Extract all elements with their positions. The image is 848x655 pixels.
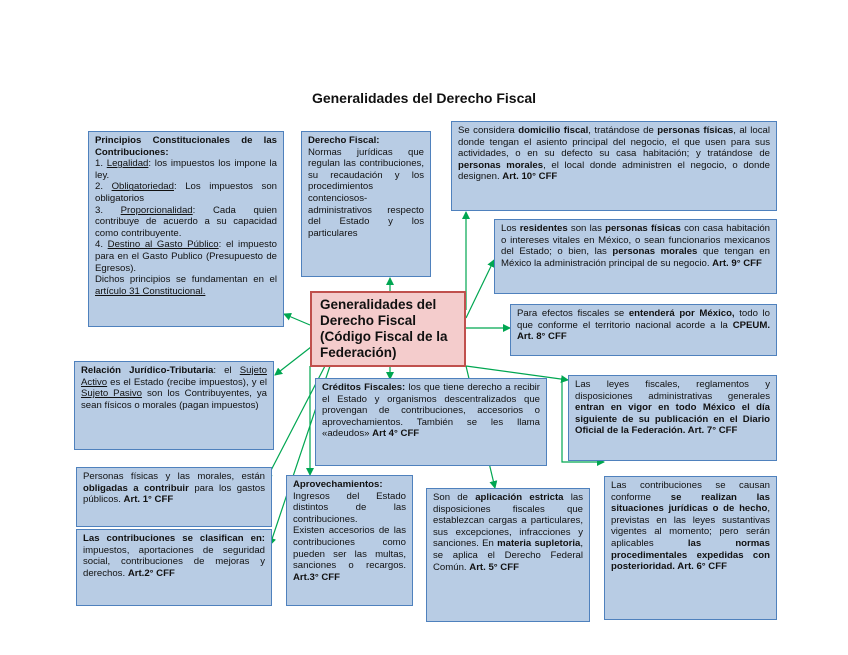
article-ref: Art.2° CFF <box>127 567 175 579</box>
causan-box <box>604 476 777 620</box>
emphasis: se realizan las situaciones jurídicas o de hecho <box>611 491 770 515</box>
text: todo lo que conforme el territorio nacional acorde a la <box>517 308 771 331</box>
clasifican-box <box>76 529 272 606</box>
text: que tengan en México la administración principal de su negocio. <box>501 246 770 269</box>
center-line-3: (Código Fiscal de la <box>320 329 448 344</box>
text: , el local donde administren el negocio, o donde designen. <box>458 159 770 183</box>
aprovechamientos-heading: Aprovechamientos: <box>293 479 383 490</box>
text: para los gastos públicos. <box>83 482 265 506</box>
item-number: 3. <box>95 204 121 216</box>
emphasis: las normas procedimentales expedidas con posterioridad. <box>611 537 770 573</box>
text: , se aplica el Derecho Federal Común. <box>433 538 583 573</box>
text: son los Contribuyentes, ya sean físicos o morales (pagan impuestos) <box>81 388 267 411</box>
text: con casa habitación o intereses vitales en México, o sean funcionarios mexicanos del Estado; o bien, las <box>501 223 770 258</box>
emphasis: entran en vigor en todo México el día siguiente de su publicación en el Diario Oficial de la Federación. <box>575 402 770 437</box>
article-ref: Art 4° CFF <box>372 428 420 440</box>
principio-destino: Destino al Gasto Público <box>107 239 219 251</box>
text: impuestos, aportaciones de seguridad social, contribuciones de mejoras y derechos. <box>83 544 265 579</box>
residentes-box <box>494 219 777 294</box>
center-line-1: Generalidades del <box>320 297 437 312</box>
relacion-heading: Relación Jurídico-Tributaria <box>81 365 214 376</box>
emphasis: residentes <box>519 223 568 234</box>
article-ref: Art. 9° CFF <box>712 257 762 269</box>
article-ref: Art. 7° CFF <box>685 425 738 437</box>
center-line-4: Federación) <box>320 345 397 360</box>
aplicacion-box <box>426 488 590 622</box>
arrow-to-residentes <box>466 260 494 318</box>
text: los que tiene derecho a recibir el Estado y organismos descentralizados que provengan de contribuciones, accesorios o aprovechamientos. También se les llama «adeudos» <box>322 382 540 440</box>
emphasis: Las contribuciones se clasifican en: <box>83 533 265 544</box>
principio-obligatoriedad: Obligatoriedad <box>111 181 174 193</box>
aprovechamientos-box <box>286 475 413 606</box>
derecho-fiscal-heading: Derecho Fiscal: <box>308 135 380 146</box>
emphasis: obligadas a contribuir <box>83 482 189 494</box>
article-ref: Art. 1° CFF <box>123 494 174 506</box>
text: Personas físicas y las morales, están <box>83 471 265 482</box>
item-number: 4. <box>95 239 108 251</box>
article-ref: Art. 10° CFF <box>502 171 558 183</box>
principios-box <box>88 131 284 327</box>
text: : el <box>213 365 240 376</box>
emphasis: personas morales <box>458 159 544 171</box>
item-number: 2. <box>95 181 112 193</box>
text: Son de <box>433 492 476 503</box>
text: , previstas en las leyes sustantivas vigentes al momento; pero serán aplicables <box>611 503 770 549</box>
diagram-title: Generalidades del Derecho Fiscal <box>311 90 537 106</box>
center-line-2: Derecho Fiscal <box>320 313 417 328</box>
emphasis: domicilio fiscal <box>518 125 589 136</box>
domicilio-box <box>451 121 777 211</box>
article-ref: Art. 5° CFF <box>469 561 519 573</box>
text: son las <box>567 223 606 234</box>
emphasis: aplicación estricta <box>475 492 564 503</box>
article-ref: Art. 8° CFF <box>517 331 567 343</box>
text: Los <box>501 223 520 234</box>
text: es el Estado (recibe impuestos), y el <box>107 376 267 388</box>
principio-text: : el impuesto para en el Gasto Publico (Presupuesto de Egresos). <box>95 239 277 274</box>
sujeto-pasivo: Sujeto Pasivo <box>81 388 142 400</box>
article-ref: Art.3° CFF <box>293 571 341 583</box>
emphasis: personas físicas <box>657 125 734 136</box>
text: las disposiciones fiscales que establezcan cargas a particulares, sus excepciones, infracciones y sanciones. En <box>433 492 584 550</box>
derecho-fiscal-box <box>301 131 431 277</box>
emphasis: materia supletoria <box>497 538 581 550</box>
leyes-box <box>568 375 777 461</box>
relacion-box <box>74 361 274 450</box>
text: Ingresos del Estado distintos de las contribuciones. <box>293 490 406 525</box>
principio-text: : Los impuestos son obligatorios <box>95 181 278 204</box>
articulo-31-ref: artículo 31 Constitucional. <box>95 285 206 297</box>
obligadas-box <box>76 467 272 527</box>
emphasis: CPEUM. <box>732 319 770 331</box>
text: , al local donde tengan el asiento principal del negocio, el que usen para sus actividades, o en su defecto su casa habitación; y tratándose de <box>458 125 770 160</box>
emphasis: entenderá por México, <box>628 308 735 319</box>
article-ref: Art. 6° CFF <box>674 561 727 573</box>
creditos-box <box>315 378 547 466</box>
principios-closing: Dichos principios se fundamentan en el <box>95 274 277 286</box>
emphasis: personas morales <box>612 246 698 258</box>
principio-text: : Cada quien contribuye de acuerdo a su capacidad como contribuyente. <box>95 204 277 239</box>
item-number: 1. <box>95 158 107 170</box>
principios-heading: Principios Constitucionales de las Contribuciones: <box>95 135 277 158</box>
text: Las leyes fiscales, reglamentos y disposiciones administrativas generales <box>575 379 770 402</box>
text: Existen accesorios de las contribuciones como pueden ser las multas, sanciones o recargos. <box>293 525 406 572</box>
principio-text: : los impuestos los impone la ley. <box>95 158 277 181</box>
principio-legalidad: Legalidad <box>106 158 149 170</box>
mexico-box <box>510 304 777 356</box>
text: Se considera <box>458 125 519 136</box>
derecho-fiscal-text: Normas jurídicas que regulan las contribuciones, su recaudación y los procedimientos contenciosos-administrativos respecto del Estado y los particulares <box>308 146 424 239</box>
text: , tratándose de <box>588 125 658 136</box>
principio-proporcionalidad: Proporcionalidad <box>120 204 193 216</box>
creditos-heading: Créditos Fiscales: <box>322 382 406 393</box>
emphasis: personas físicas <box>605 223 681 234</box>
text: Las contribuciones se causan conforme <box>611 480 770 503</box>
arrow-to-principios <box>284 314 310 325</box>
central-topic <box>310 291 466 367</box>
sujeto-activo: Sujeto Activo <box>81 365 267 388</box>
text: Para efectos fiscales se <box>517 308 629 319</box>
